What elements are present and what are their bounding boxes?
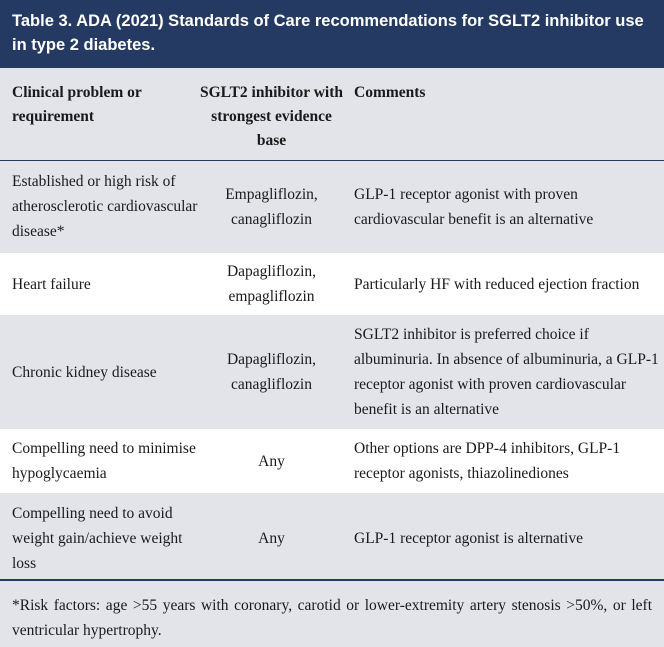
table (0, 68, 664, 583)
problem-cell: Chronic kidney disease (12, 363, 157, 381)
problem-cell: Compelling need to avoid weight gain/achieve weight loss (12, 504, 183, 572)
header-comments: Comments (354, 84, 426, 101)
table-row (0, 160, 664, 253)
comments-cell: SGLT2 inhibitor is preferred choice if albuminuria. In absence of albuminuria, a GLP-1 receptor agonist with proven cardiovascular benefit is an alternative (354, 326, 659, 418)
comments-cell: GLP-1 receptor agonist with proven cardiovascular benefit is an alternative (354, 185, 594, 228)
problem-cell: Compelling need to minimise hypoglycaemia (12, 440, 196, 482)
recommendations-table (0, 68, 664, 583)
header-inhibitor: SGLT2 inhibitor with strongest evidence base (200, 84, 344, 149)
comments-cell: Other options are DPP-4 inhibitors, GLP-1 receptor agonists, thiazolinediones (354, 440, 621, 482)
inhibitor-cell: Dapagliflozin, canagliflozin (226, 351, 317, 393)
table-row (0, 315, 664, 429)
inhibitor-cell: Dapagliflozin, empagliflozin (226, 263, 317, 305)
problem-cell: Established or high risk of atherosclerotic cardiovascular disease* (12, 173, 198, 241)
inhibitor-cell: Any (258, 529, 285, 547)
table-title: Table 3. ADA (2021) Standards of Care recommendations for SGLT2 inhibitor use in type 2 diabetes. (0, 0, 664, 68)
header-problem: Clinical problem or requirement (12, 84, 142, 125)
footnote-divider (0, 579, 664, 581)
table-row (0, 253, 664, 315)
header-row (0, 68, 664, 160)
inhibitor-cell: Empagliflozin, canagliflozin (225, 185, 318, 228)
footnote: *Risk factors: age >55 years with coronary, carotid or lower-extremity artery stenosis >50%, or left ventricular hypertrophy. (12, 597, 652, 639)
table-row (0, 493, 664, 583)
comments-cell: GLP-1 receptor agonist is alternative (354, 529, 583, 547)
problem-cell: Heart failure (12, 275, 91, 293)
table-row (0, 429, 664, 493)
comments-cell: Particularly HF with reduced ejection fraction (354, 275, 640, 293)
inhibitor-cell: Any (258, 452, 285, 470)
